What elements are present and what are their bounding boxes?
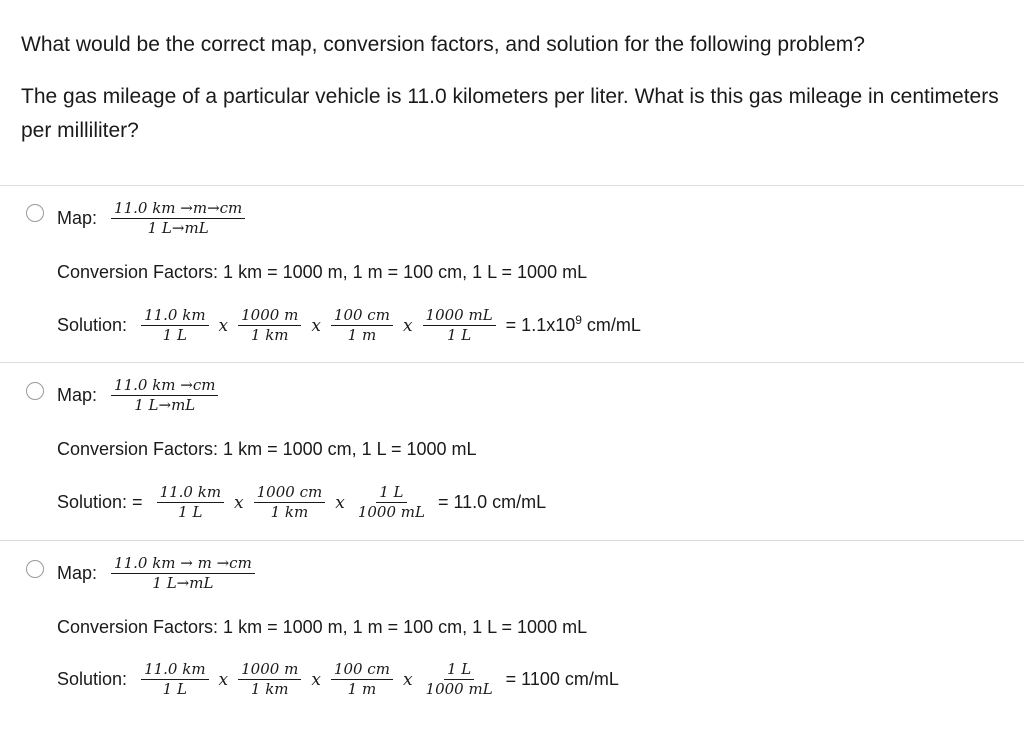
map-row [57, 376, 222, 415]
conversion-factors: Conversion Factors: 1 km = 1000 m, 1 m = 100 cm, 1 L = 1000 mL [57, 262, 588, 282]
solution-fraction: $\frac{100 cm}{1 m}$ [331, 660, 393, 699]
radio-button[interactable] [26, 382, 44, 400]
solution-fraction: $\frac{1000 m}{1 km}$ [238, 306, 301, 345]
solution-row [57, 306, 641, 345]
solution-row [57, 660, 619, 699]
radio-button[interactable] [26, 204, 44, 222]
times-symbol: x [402, 315, 413, 336]
solution-result: = 1100 cm/mL [505, 669, 619, 689]
times-symbol: x [402, 669, 413, 690]
question-prompt: What would be the correct map, conversion factors, and solution for the following problem? [21, 33, 865, 56]
solution-fraction: $\frac{1 L}{1000 mL}$ [357, 483, 425, 521]
map-fraction: $\frac{11.0 km \to cm}{1 L\to mL}$ [111, 376, 218, 415]
solution-fraction: $\frac{100 cm}{1 m}$ [331, 306, 393, 345]
map-fraction: $\frac{11.0 km \to m \to cm}{1 L\to mL}$ [111, 554, 255, 593]
times-symbol: x [335, 492, 345, 513]
divider [0, 362, 1024, 363]
times-symbol: x [311, 669, 321, 690]
times-symbol: x [218, 669, 229, 690]
divider [0, 540, 1024, 541]
times-symbol: x [311, 315, 321, 336]
map-label: Map: [57, 208, 98, 228]
map-fraction: $\frac{11.0 km \to m\to cm}{1 L\to mL}$ [111, 199, 245, 238]
conversion-factors: Conversion Factors: 1 km = 1000 cm, 1 L = 1000 mL [57, 439, 477, 459]
divider [0, 185, 1024, 186]
solution-row [57, 483, 546, 522]
map-label: Map: [57, 385, 98, 405]
solution-fraction: $\frac{1000 cm}{1 km}$ [254, 483, 326, 522]
solution-fraction: $\frac{11.0 km}{1 L}$ [141, 306, 208, 345]
times-symbol: x [218, 315, 229, 336]
radio-button[interactable] [26, 560, 44, 578]
question-text [21, 28, 1001, 148]
solution-fraction: $\frac{1 L}{1000 mL}$ [425, 660, 493, 698]
solution-result: = $1.1x10^9$ cm/mL [505, 313, 641, 335]
solution-fraction: $\frac{11.0 km}{1 L}$ [157, 483, 224, 522]
solution-fraction: $\frac{1000 mL}{1 L}$ [423, 306, 496, 345]
map-row [57, 199, 249, 238]
solution-fraction: $\frac{1000 m}{1 km}$ [238, 660, 301, 699]
solution-fraction: $\frac{11.0 km}{1 L}$ [141, 660, 208, 699]
conversion-factors: Conversion Factors: 1 km = 1000 m, 1 m = 100 cm, 1 L = 1000 mL [57, 617, 588, 637]
solution-label: Solution: [57, 669, 128, 689]
solution-label: Solution: [57, 315, 128, 335]
times-symbol: x [234, 492, 244, 513]
solution-result: = 11.0 cm/mL [437, 492, 547, 512]
map-row [57, 554, 259, 593]
solution-label: Solution: = [57, 492, 143, 512]
map-label: Map: [57, 563, 98, 583]
question-problem: The gas mileage of a particular vehicle is 11.0 kilometers per liter. What is this gas mileage in centimeters per milliliter? [21, 85, 999, 142]
